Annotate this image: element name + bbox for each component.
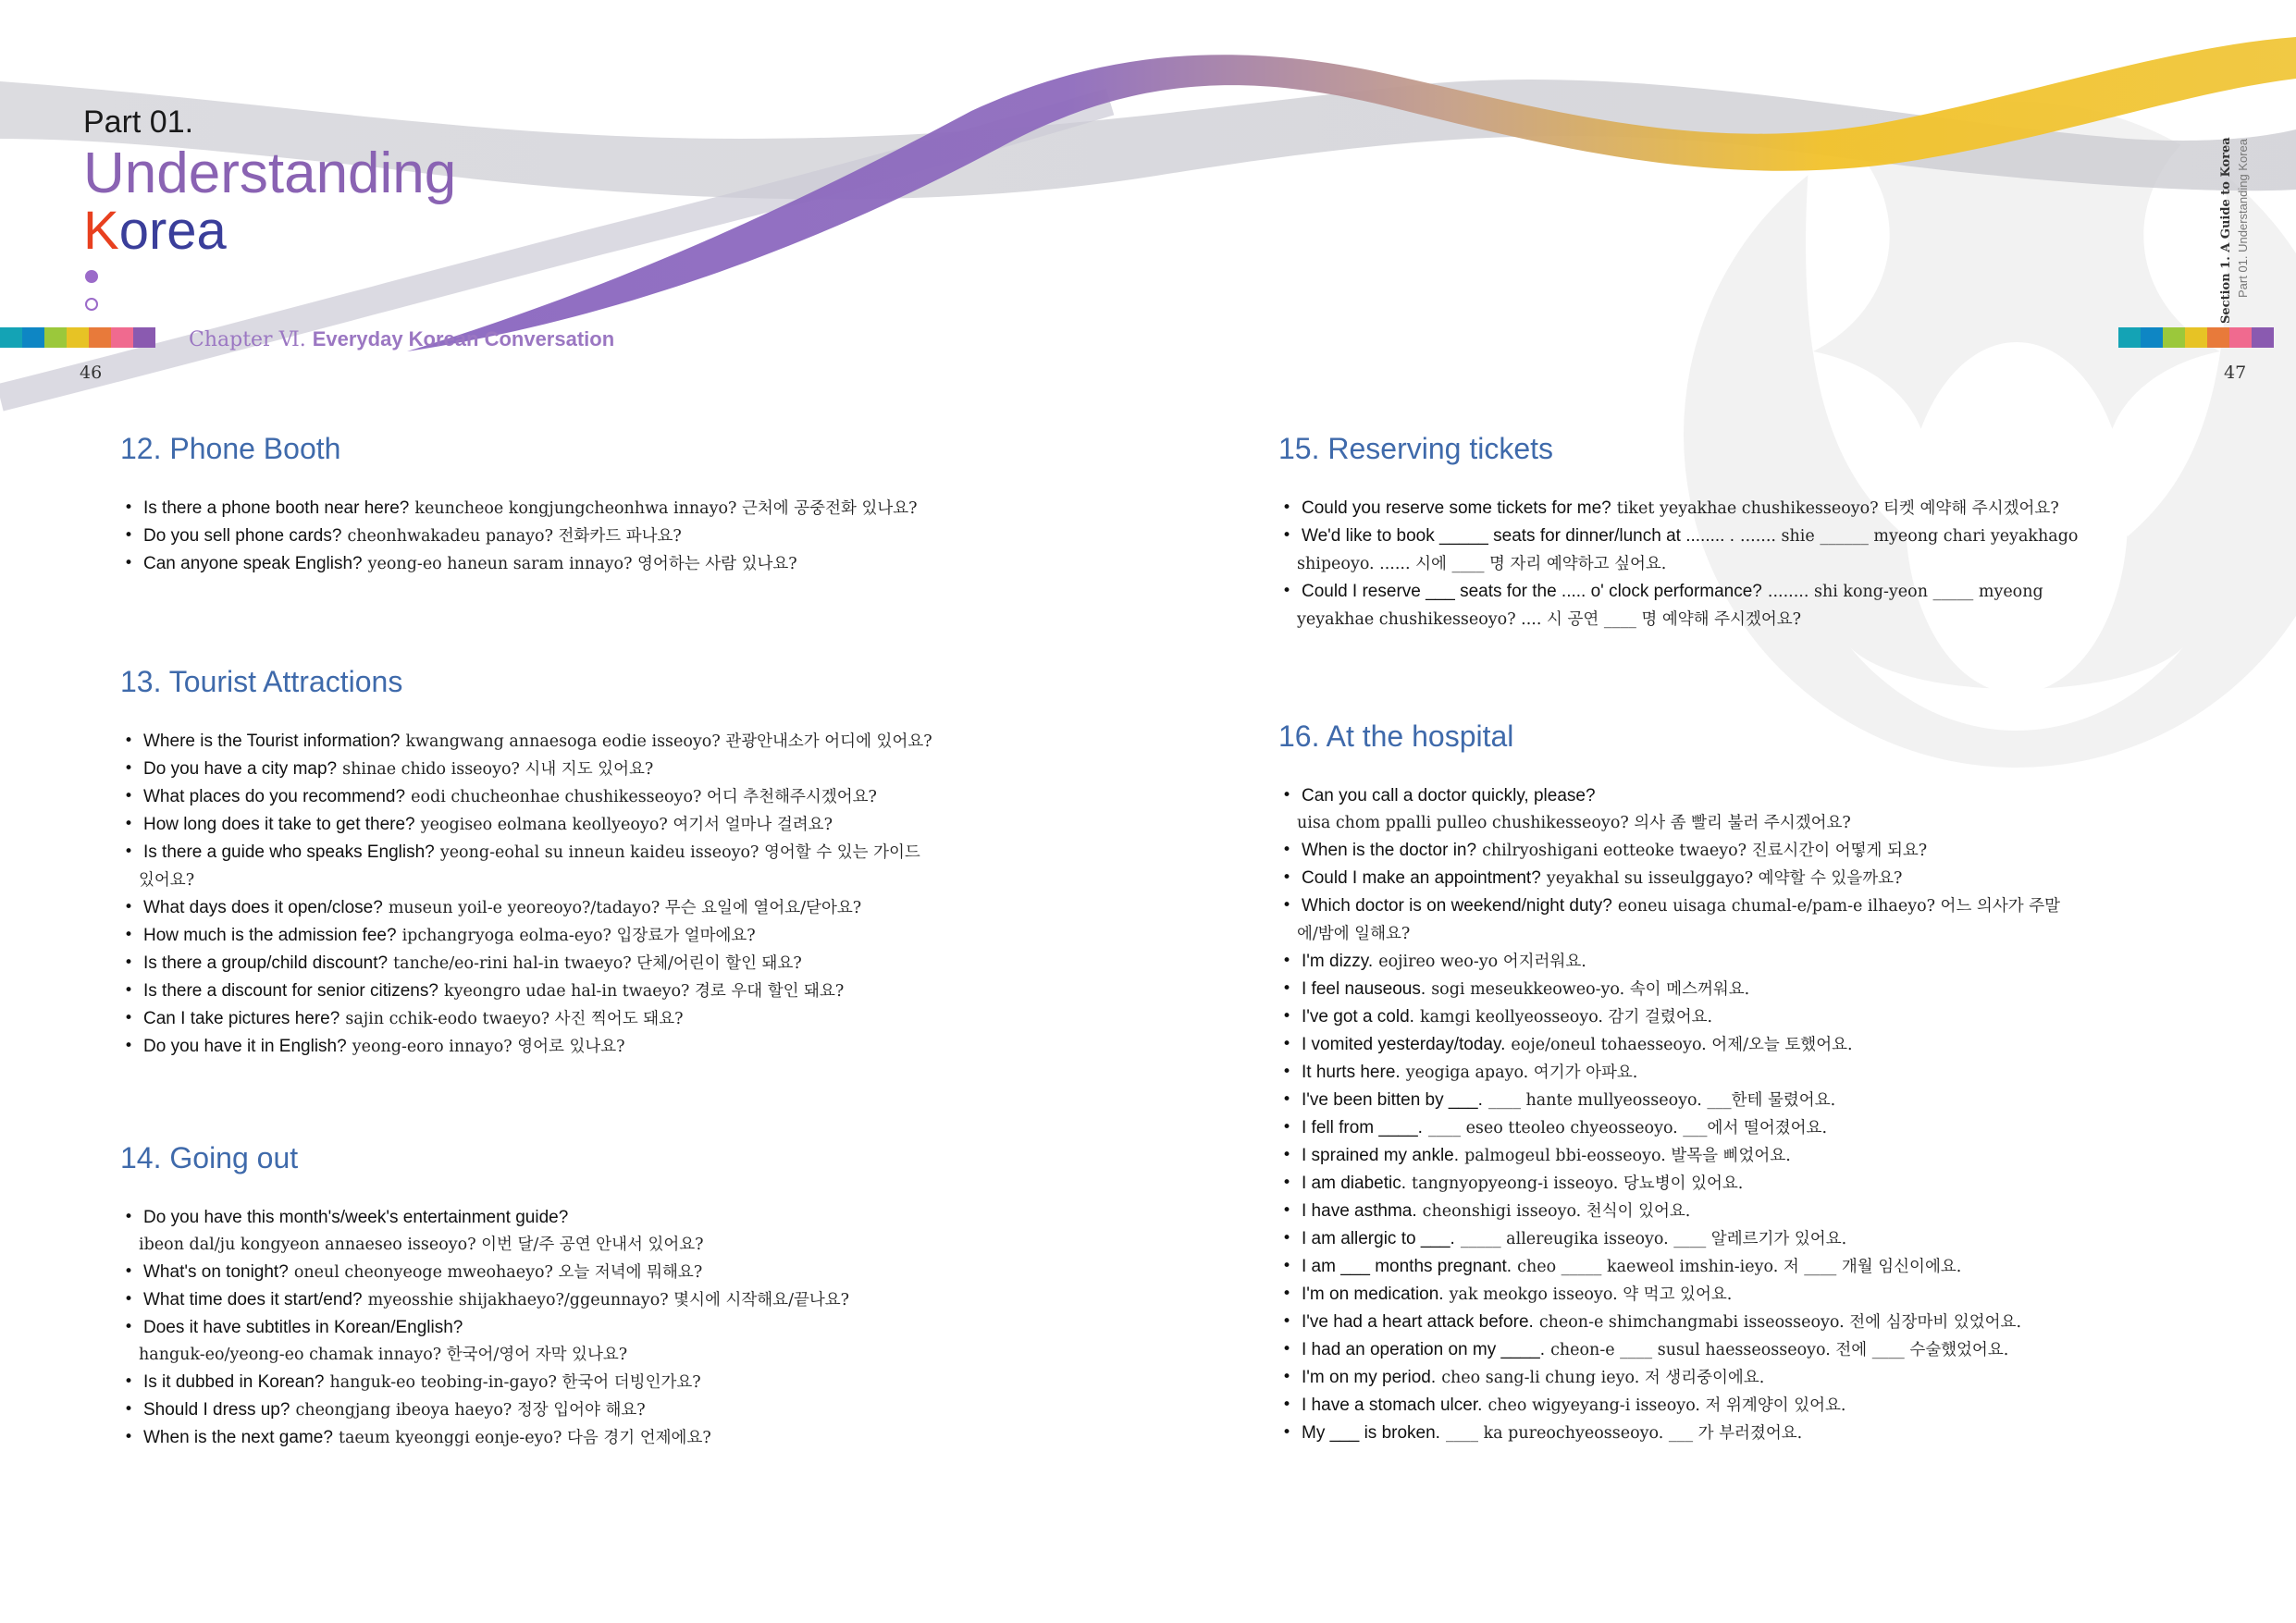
phrase-item (1278, 1336, 2222, 1364)
title-korea-k: K (83, 201, 119, 261)
phrase-item (1278, 1087, 2222, 1114)
english-phrase: Do you have a city map? (143, 759, 338, 779)
color-swatch (89, 327, 111, 348)
phrase-item (120, 1033, 1045, 1061)
korean-translation: eojireo weo-yo 어지러워요. (1378, 953, 1586, 971)
korean-translation: ipchangryoga eolma-eyo? 입장료가 얼마에요? (401, 927, 756, 945)
part-label: Part 01. (83, 105, 194, 140)
korean-translation: palmogeul bbi-eosseoyo. 발목을 삐었어요. (1464, 1147, 1791, 1165)
color-swatch (2118, 327, 2141, 348)
korean-translation: kwangwang annaesoga eodie isseoyo? 관광안내소가 어디에 있어요? (405, 732, 932, 751)
phrase-item (1278, 1364, 2222, 1392)
korean-translation: ____ ka pureochyeosseoyo. ___ 가 부러졌어요. (1446, 1424, 1803, 1443)
korean-translation: tiket yeyakhae chushikesseoyo? 티켓 예약해 주시겠어요? (1616, 499, 2059, 518)
korean-translation: cheonhwakadeu panayo? 전화카드 파나요? (347, 527, 682, 546)
korean-translation: hanguk-eo/yeong-eo chamak innayo? 한국어/영어 자막 있나요? (139, 1346, 628, 1364)
korean-translation: tangnyopyeong-i isseoyo. 당뇨병이 있어요. (1412, 1174, 1744, 1193)
english-phrase: Can I take pictures here? (143, 1009, 340, 1028)
phrase-item (120, 495, 1045, 523)
phrase-item (120, 550, 1045, 578)
english-phrase: Could I make an appointment? (1302, 868, 1541, 888)
phrase-item (1278, 1114, 2222, 1142)
korean-translation: 있어요? (139, 871, 195, 890)
english-phrase: It hurts here. (1302, 1063, 1401, 1082)
korean-translation: ____ eseo tteoleo chyeosseoyo. ___에서 떨어졌어요. (1428, 1119, 1828, 1137)
korean-translation: shinae chido isseoyo? 시내 지도 있어요? (342, 760, 654, 779)
hollow-dot-icon (85, 298, 98, 311)
korean-translation: myeosshie shijakhaeyo?/ggeunnayo? 몇시에 시작해요/끝나요? (367, 1291, 850, 1309)
english-phrase: I had an operation on my ____. (1302, 1340, 1546, 1359)
phrase-list (1278, 782, 2222, 1447)
color-swatch (67, 327, 89, 348)
english-phrase: I feel nauseous. (1302, 979, 1426, 999)
english-phrase: I've had a heart attack before. (1302, 1312, 1534, 1332)
phrase-item (120, 1369, 1045, 1396)
korean-translation: yeong-eoro innayo? 영어로 있나요? (352, 1038, 625, 1056)
phrase-continuation (1278, 920, 2222, 948)
english-phrase: I have asthma. (1302, 1201, 1417, 1221)
english-phrase: I vomited yesterday/today. (1302, 1035, 1506, 1054)
page-heading (83, 104, 456, 259)
korean-translation: yak meokgo isseoyo. 약 먹고 있어요. (1449, 1285, 1733, 1304)
korean-translation: tanche/eo-rini hal-in twaeyo? 단체/어린이 할인 돼요? (393, 954, 802, 973)
phrase-item (120, 1005, 1045, 1033)
chapter-title: Everyday Korean Conversation (312, 327, 615, 350)
english-phrase: Could I reserve ___ seats for the ..... o' clock performance? (1302, 582, 1762, 601)
color-swatch (2252, 327, 2274, 348)
phrase-item (120, 756, 1045, 783)
phrase-item (120, 1286, 1045, 1314)
section-15 (1278, 430, 2222, 633)
english-phrase: Is it dubbed in Korean? (143, 1372, 325, 1392)
english-phrase: When is the next game? (143, 1428, 333, 1447)
phrase-item (1278, 578, 2222, 606)
running-header-vertical (2218, 139, 2274, 324)
korean-translation: cheongjang ibeoya haeyo? 정장 입어야 해요? (295, 1401, 646, 1420)
korean-translation: cheon-e ____ susul haesseosseoyo. 전에 ____ 수술했었어요. (1550, 1341, 2009, 1359)
color-swatch (2185, 327, 2207, 348)
color-swatch (133, 327, 155, 348)
korean-translation: kyeongro udae hal-in twaeyo? 경로 우대 할인 돼요? (443, 982, 845, 1001)
korean-translation: _____ allereugika isseoyo. ____ 알레르기가 있어요. (1460, 1230, 1847, 1248)
phrase-item (1278, 1392, 2222, 1420)
title-korea (83, 203, 456, 259)
phrase-item (120, 1396, 1045, 1424)
korean-translation: uisa chom ppalli pulleo chushikesseoyo? 의사 좀 빨리 불러 주시겠어요? (1297, 814, 1851, 832)
english-phrase: What time does it start/end? (143, 1290, 363, 1309)
phrase-continuation (120, 1341, 1045, 1369)
phrase-list (1278, 495, 2222, 633)
phrase-item (1278, 1198, 2222, 1225)
english-phrase: Do you have it in English? (143, 1037, 347, 1056)
phrase-item (120, 811, 1045, 839)
phrase-item (1278, 948, 2222, 976)
phrase-item (120, 783, 1045, 811)
korean-translation: cheo wigyeyang-i isseoyo. 저 위계양이 있어요. (1487, 1396, 1846, 1415)
section-title: 16. At the hospital (1278, 719, 1514, 753)
section-title: 12. Phone Booth (120, 432, 341, 465)
english-phrase: I fell from ____. (1302, 1118, 1423, 1137)
title-korea-rest: orea (118, 201, 227, 261)
phrase-item (1278, 1281, 2222, 1309)
phrase-item (1278, 495, 2222, 523)
english-phrase: I am diabetic. (1302, 1174, 1406, 1193)
color-swatch (2207, 327, 2229, 348)
phrase-item (1278, 1420, 2222, 1447)
color-bar-left (0, 327, 155, 348)
korean-translation: kamgi keollyeosseoyo. 감기 걸렸어요. (1419, 1008, 1713, 1027)
korean-translation: cheo sang-li chung ieyo. 저 생리중이에요. (1441, 1369, 1765, 1387)
color-swatch (2141, 327, 2163, 348)
phrase-item (120, 950, 1045, 977)
english-phrase: I've been bitten by ___. (1302, 1090, 1483, 1110)
color-swatch (0, 327, 22, 348)
english-phrase: I am allergic to ___. (1302, 1229, 1455, 1248)
english-phrase: How much is the admission fee? (143, 926, 397, 945)
phrase-item (1278, 523, 2222, 550)
title-understanding: Understanding (83, 141, 457, 205)
phrase-item (120, 839, 1045, 867)
korean-translation: 에/밤에 일해요? (1297, 925, 1411, 943)
korean-translation: keuncheoe kongjungcheonhwa innayo? 근처에 공중전화 있나요? (414, 499, 918, 518)
chapter-number: Chapter Ⅵ. (189, 328, 306, 351)
korean-translation: sogi meseukkeoweo-yo. 속이 메스꺼워요. (1431, 980, 1750, 999)
phrase-item (1278, 1031, 2222, 1059)
phrase-continuation (1278, 606, 2222, 633)
english-phrase: What places do you recommend? (143, 787, 406, 806)
phrase-item (120, 977, 1045, 1005)
section-title: 13. Tourist Attractions (120, 665, 403, 698)
korean-translation: hanguk-eo teobing-in-gayo? 한국어 더빙인가요? (329, 1373, 701, 1392)
english-phrase: Which doctor is on weekend/night duty? (1302, 896, 1612, 916)
korean-translation: yeyakhae chushikesseoyo? .... 시 공연 ____ 명 예약해 주시겠어요? (1297, 610, 1802, 629)
english-phrase: Do you sell phone cards? (143, 526, 342, 546)
phrase-continuation (1278, 809, 2222, 837)
color-swatch (111, 327, 133, 348)
section-12 (120, 430, 1045, 578)
phrase-item (120, 523, 1045, 550)
chapter-heading (189, 326, 614, 354)
english-phrase: Could you reserve some tickets for me? (1302, 498, 1611, 518)
phrase-item (120, 1204, 1045, 1231)
english-phrase: Can you call a doctor quickly, please? (1302, 786, 1596, 805)
korean-translation: yeogiga apayo. 여기가 아파요. (1405, 1064, 1638, 1082)
korean-translation: chilryoshigani eotteoke twaeyo? 진료시간이 어떻게 되요? (1482, 842, 1928, 860)
color-swatch (22, 327, 44, 348)
korean-translation: taeum kyeonggi eonje-eyo? 다음 경기 언제에요? (338, 1429, 711, 1447)
phrase-item (120, 894, 1045, 922)
section-13 (120, 663, 1045, 1061)
side-section-label: Section 1. A Guide to Korea (2219, 137, 2233, 324)
korean-translation: museun yoil-e yeoreoyo?/tadayo? 무슨 요일에 열어요/닫아요? (388, 899, 862, 917)
color-bar-right (2118, 327, 2274, 348)
phrase-item (1278, 1225, 2222, 1253)
phrase-item (1278, 1170, 2222, 1198)
phrase-item (1278, 837, 2222, 865)
decorative-dots (85, 270, 98, 326)
english-phrase: I sprained my ankle. (1302, 1146, 1460, 1165)
korean-translation: ....... shie ______ myeong chari yeyakhago (1740, 527, 2079, 546)
phrase-item (1278, 976, 2222, 1003)
english-phrase: Is there a group/child discount? (143, 953, 389, 973)
korean-translation: cheo _____ kaeweol imshin-ieyo. 저 ____ 개월 임신이에요. (1517, 1258, 1962, 1276)
english-phrase: I'm on medication. (1302, 1285, 1444, 1304)
phrase-item (120, 1259, 1045, 1286)
section-16 (1278, 718, 2222, 1447)
phrase-item (120, 1424, 1045, 1452)
english-phrase: Should I dress up? (143, 1400, 290, 1420)
english-phrase: When is the doctor in? (1302, 841, 1477, 860)
color-swatch (2229, 327, 2252, 348)
phrase-item (1278, 892, 2222, 920)
english-phrase: Is there a guide who speaks English? (143, 842, 435, 862)
side-part-label: Part 01. Understanding Korea (2236, 139, 2250, 298)
color-swatch (44, 327, 67, 348)
english-phrase: We'd like to book _____ seats for dinner/lunch at ........ . (1302, 526, 1734, 546)
korean-translation: eodi chucheonhae chushikesseoyo? 어디 추천해주시겠어요? (411, 788, 877, 806)
phrase-item (1278, 1059, 2222, 1087)
english-phrase: Is there a discount for senior citizens? (143, 981, 438, 1001)
phrase-item (1278, 1253, 2222, 1281)
section-title: 15. Reserving tickets (1278, 432, 1554, 465)
phrase-continuation (120, 867, 1045, 894)
korean-translation: yeong-eohal su inneun kaideu isseoyo? 영어할 수 있는 가이드 (439, 843, 920, 862)
page-number-left: 46 (80, 363, 103, 383)
phrase-item (120, 1314, 1045, 1341)
phrase-list (120, 1204, 1045, 1452)
phrase-item (1278, 1003, 2222, 1031)
korean-translation: yeyakhal su isseulggayo? 예약할 수 있을까요? (1546, 869, 1903, 888)
korean-translation: yeogiseo eolmana keollyeoyo? 여기서 얼마나 걸려요? (420, 816, 833, 834)
filled-dot-icon (85, 270, 98, 283)
korean-translation: oneul cheonyeoge mweohaeyo? 오늘 저녁에 뭐해요? (293, 1263, 703, 1282)
color-swatch (2163, 327, 2185, 348)
korean-translation: sajin cchik-eodo twaeyo? 사진 찍어도 돼요? (345, 1010, 684, 1028)
phrase-item (1278, 865, 2222, 892)
korean-translation: eoje/oneul tohaesseoyo. 어제/오늘 토했어요. (1511, 1036, 1853, 1054)
english-phrase: I've got a cold. (1302, 1007, 1414, 1027)
english-phrase: Can anyone speak English? (143, 554, 363, 573)
phrase-item (1278, 1309, 2222, 1336)
korean-translation: cheonshigi isseoyo. 천식이 있어요. (1422, 1202, 1691, 1221)
english-phrase: I am ___ months pregnant. (1302, 1257, 1512, 1276)
phrase-item (120, 922, 1045, 950)
english-phrase: Does it have subtitles in Korean/English? (143, 1318, 463, 1337)
phrase-list (120, 495, 1045, 578)
phrase-item (1278, 1142, 2222, 1170)
phrase-continuation (1278, 550, 2222, 578)
phrase-item (120, 728, 1045, 756)
english-phrase: What's on tonight? (143, 1262, 289, 1282)
page-number-right: 47 (2224, 363, 2247, 383)
english-phrase: I'm on my period. (1302, 1368, 1437, 1387)
section-title: 14. Going out (120, 1141, 299, 1174)
english-phrase: Do you have this month's/week's entertainment guide? (143, 1208, 569, 1227)
english-phrase: How long does it take to get there? (143, 815, 415, 834)
english-phrase: What days does it open/close? (143, 898, 383, 917)
english-phrase: I'm dizzy. (1302, 952, 1374, 971)
korean-translation: eoneu uisaga chumal-e/pam-e ilhaeyo? 어느 의사가 주말 (1617, 897, 2061, 916)
english-phrase: I have a stomach ulcer. (1302, 1396, 1483, 1415)
phrase-list (120, 728, 1045, 1061)
korean-translation: ........ shi kong-yeon _____ myeong (1767, 583, 2043, 601)
phrase-item (1278, 782, 2222, 809)
english-phrase: My ___ is broken. (1302, 1423, 1440, 1443)
korean-translation: cheon-e shimchangmabi isseosseoyo. 전에 심장마비 있었어요. (1538, 1313, 2022, 1332)
korean-translation: ibeon dal/ju kongyeon annaeseo isseoyo? 이번 달/주 공연 안내서 있어요? (139, 1236, 704, 1254)
korean-translation: shipeoyo. ...... 시에 ____ 명 자리 예약하고 싶어요. (1297, 555, 1667, 573)
phrase-continuation (120, 1231, 1045, 1259)
section-14 (120, 1139, 1045, 1452)
korean-translation: ____ hante mullyeosseoyo. ___한테 물렸어요. (1487, 1091, 1836, 1110)
english-phrase: Where is the Tourist information? (143, 732, 401, 751)
english-phrase: Is there a phone booth near here? (143, 498, 410, 518)
korean-translation: yeong-eo haneun saram innayo? 영어하는 사람 있나요? (367, 555, 797, 573)
